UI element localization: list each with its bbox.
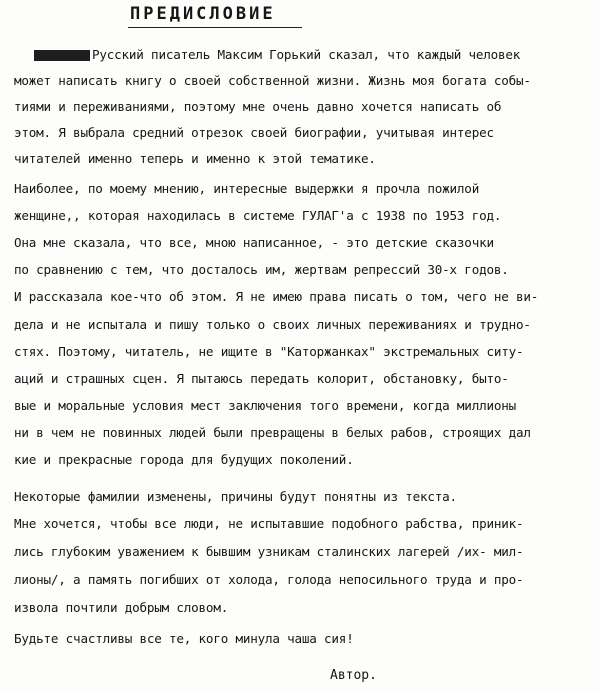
- text-line: Наиболее, по моему мнению, интересные выдержки я прочла пожилой: [14, 182, 480, 196]
- redaction-mark: [34, 50, 90, 61]
- text-line: Будьте счастливы все те, кого минула чаша сия!: [14, 632, 354, 646]
- text-line: может написать книгу о своей собственной жизни. Жизнь моя богата собы-: [14, 74, 531, 88]
- text-line: читателей именно теперь и именно к этой тематике.: [14, 152, 376, 166]
- text-line: кие и прекрасные города для будущих поколений.: [14, 453, 354, 467]
- text-line: женщине,, которая находилась в системе ГУЛАГ'а с 1938 по 1953 год.: [14, 209, 502, 223]
- title-underline: [128, 27, 302, 28]
- text-line: стях. Поэтому, читатель, не ищите в "Каторжанках" экстремальных ситу-: [14, 345, 524, 359]
- text-line: лись глубоким уважением к бывшим узникам сталинских лагерей /их- мил-: [14, 545, 524, 559]
- author-signature: Автор.: [330, 668, 377, 683]
- text-line: Некоторые фамилии изменены, причины будут понятны из текста.: [14, 490, 457, 504]
- text-line: Она мне сказала, что все, мною написанное, - это детские сказочки: [14, 236, 494, 250]
- text-line: дела и не испытала и пишу только о своих личных переживаниях и трудно-: [14, 318, 531, 332]
- page-title: ПРЕДИСЛОВИЕ: [130, 4, 276, 24]
- text-line: Мне хочется, чтобы все люди, не испытавшие подобного рабства, приник-: [14, 517, 524, 531]
- text-line: лионы/, а память погибших от холода, голода непосильного труда и про-: [14, 573, 524, 587]
- text-line: ни в чем не повинных людей были превращены в белых рабов, строящих дал: [14, 426, 531, 440]
- text-line: этом. Я выбрала средний отрезок своей биографии, учитывая интерес: [14, 126, 494, 140]
- text-line: тиями и переживаниями, поэтому мне очень давно хочется написать об: [14, 100, 502, 114]
- text-line: вые и моральные условия мест заключения того времени, когда миллионы: [14, 399, 516, 413]
- text-line: И рассказала кое-что об этом. Я не имею права писать о том, чего не ви-: [14, 290, 539, 304]
- text-line: аций и страшных сцен. Я пытаюсь передать колорит, обстановку, быто-: [14, 372, 509, 386]
- text-line: Русский писатель Максим Горький сказал, что каждый человек: [92, 48, 521, 62]
- text-line: по сравнению с тем, что досталось им, жертвам репрессий 30-х годов.: [14, 263, 509, 277]
- text-line: изволa почтили добрым словом.: [14, 601, 229, 615]
